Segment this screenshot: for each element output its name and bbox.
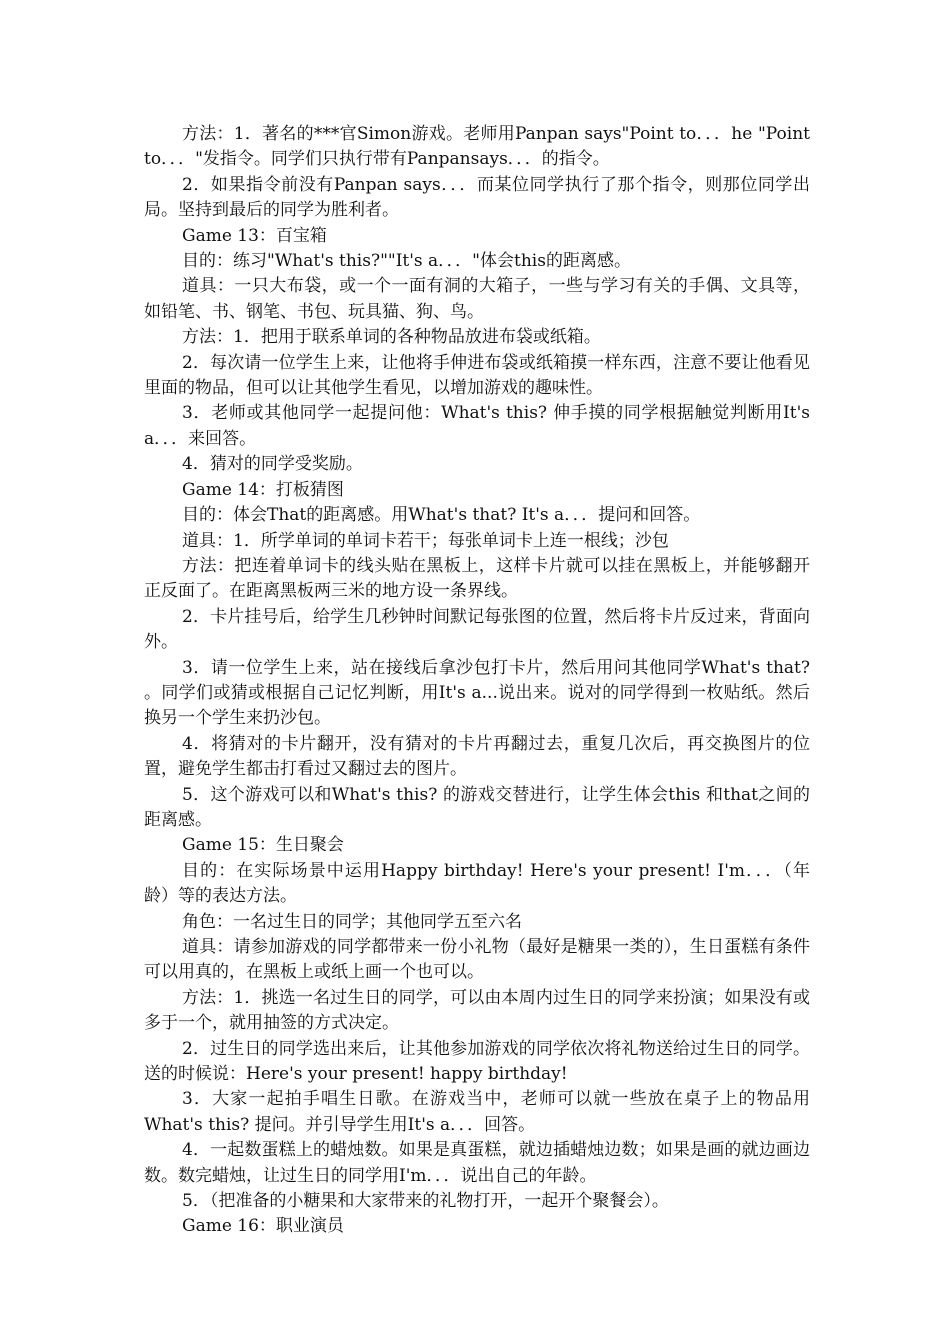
heading-game-14: Game 14：打板猜图	[182, 479, 344, 500]
paragraph-game-14-props: 道具：1．所学单词的单词卡若干；每张单词卡上连一根线；沙包	[182, 530, 669, 551]
paragraph-game-13-method-2: 2．每次请一位学生上来，让他将手伸进布袋或纸箱摸一样东西，注意不要让他看见里面的物品，但可以让其他学生看见，以增加游戏的趣味性。	[144, 352, 810, 399]
paragraph-game-14-method-4: 4．将猜对的卡片翻开，没有猜对的卡片再翻过去，重复几次后，再交换图片的位置，避免学生都击打看过又翻过去的图片。	[144, 733, 810, 780]
paragraph-game-14-method-1: 方法：把连着单词卡的线头贴在黑板上，这样卡片就可以挂在黑板上，并能够翻开正反面了。在距离黑板两三米的地方设一条界线。	[144, 555, 810, 602]
paragraph-game-14-method-3: 3．请一位学生上来，站在接线后拿沙包打卡片，然后用问其他同学What's that? 。同学们或猜或根据自己记忆判断，用It's a...说出来。说对的同学得到一枚贴纸。然后换另一个学生来扔沙包。	[144, 657, 810, 729]
heading-game-13: Game 13：百宝箱	[182, 225, 327, 246]
paragraph-game-15-method-5: 5．（把准备的小糖果和大家带来的礼物打开，一起开个聚餐会）。	[182, 1191, 669, 1212]
paragraph-game-15-goal: 目的：在实际场景中运用Happy birthday! Here's your present! I'm．．．（年龄）等的表达方法。	[144, 860, 810, 907]
paragraph-game-13-goal: 目的：练习"What's this?""It's a．．．"体会this的距离感。	[182, 251, 631, 272]
paragraph-method-simon: 方法：1．著名的***官Simon游戏。老师用Panpan says"Point to．．．he "Point to．．．"发指令。同学们只执行带有Panpansays．．．的指令。	[144, 124, 810, 170]
paragraph-game-15-method-3: 3．大家一起拍手唱生日歌。在游戏当中，老师可以就一些放在桌子上的物品用What's this? 提问。并引导学生用It's a．．．回答。	[144, 1089, 810, 1135]
paragraph-game-15-method-2: 2．过生日的同学选出来后，让其他参加游戏的同学依次将礼物送给过生日的同学。送的时候说：Here's your present! happy birthday!	[144, 1038, 810, 1085]
paragraph-game-15-method-4: 4．一起数蛋糕上的蜡烛数。如果是真蛋糕，就边插蜡烛边数；如果是画的就边画边数。数完蜡烛，让过生日的同学用I'm．．．说出自己的年龄。	[144, 1140, 810, 1186]
document-body	[144, 122, 810, 1240]
paragraph-game-13-method-3: 3．老师或其他同学一起提问他：What's this? 伸手摸的同学根据触觉判断用It's a．．．来回答。	[144, 403, 810, 449]
paragraph-game-13-props: 道具：一只大布袋，或一个一面有洞的大箱子，一些与学习有关的手偶、文具等，如铅笔、书、钢笔、书包、玩具猫、狗、鸟。	[144, 276, 810, 322]
paragraph-game-13-method-1: 方法：1．把用于联系单词的各种物品放进布袋或纸箱。	[182, 327, 601, 348]
paragraph-game-15-props: 道具：请参加游戏的同学都带来一份小礼物（最好是糖果一类的），生日蛋糕有条件可以用真的，在黑板上或纸上画一个也可以。	[144, 937, 810, 983]
paragraph-game-14-goal: 目的：体会That的距离感。用What's that? It's a．．．提问和回答。	[182, 505, 701, 526]
paragraph-game-15-method-1: 方法：1．挑选一名过生日的同学，可以由本周内过生日的同学来扮演；如果没有或多于一个，就用抽签的方式决定。	[144, 987, 810, 1034]
paragraph-game-13-method-4: 4．猜对的同学受奖励。	[182, 454, 363, 475]
paragraph-game-15-roles: 角色：一名过生日的同学；其他同学五至六名	[182, 911, 522, 932]
paragraph-game-14-method-2: 2．卡片挂号后，给学生几秒钟时间默记每张图的位置，然后将卡片反过来，背面向外。	[144, 606, 810, 653]
heading-game-16: Game 16：职业演员	[182, 1216, 344, 1237]
paragraph-game-14-method-5: 5．这个游戏可以和What's this? 的游戏交替进行，让学生体会this 和that之间的距离感。	[144, 784, 810, 830]
paragraph-simon-step-2: 2．如果指令前没有Panpan says．．．而某位同学执行了那个指令，则那位同学出局。坚持到最后的同学为胜利者。	[144, 174, 810, 221]
heading-game-15: Game 15：生日聚会	[182, 835, 344, 856]
